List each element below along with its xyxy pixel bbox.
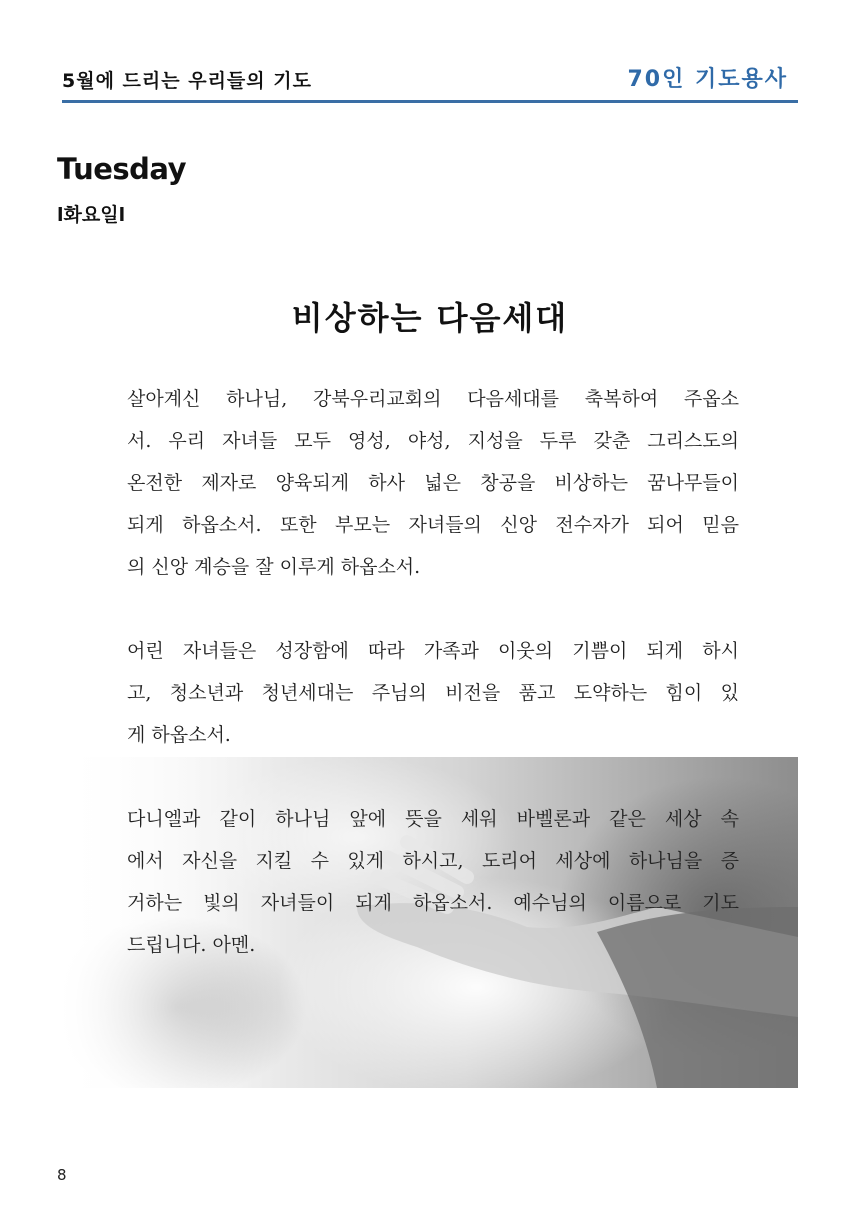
paragraph-2 [127,630,739,756]
page-number: 8 [57,1166,67,1184]
paragraph-line: 온전한 제자로 양육되게 하사 넓은 창공을 비상하는 꿈나무들이 [127,472,739,494]
paragraph-line: 고, 청소년과 청년세대는 주님의 비전을 품고 도약하는 힘이 있 [127,682,739,704]
prayer-title: 비상하는 다음세대 [291,299,569,337]
day-korean: l화요일l [57,204,126,226]
paragraph-line: 의 신앙 계승을 잘 이루게 하옵소서. [127,556,421,578]
paragraph-line: 살아계신 하나님, 강북우리교회의 다음세대를 축복하여 주옵소 [127,388,739,410]
header-series-title: 70인 기도용사 [627,67,788,92]
paragraph-line: 에서 자신을 지킬 수 있게 하시고, 도리어 세상에 하나님을 증 [127,850,739,872]
prayer-body [127,378,739,1008]
paragraph-line: 다니엘과 같이 하나님 앞에 뜻을 세워 바벨론과 같은 세상 속 [127,808,739,830]
paragraph-line: 게 하옵소서. [127,724,231,746]
page-header [62,56,798,103]
paragraph-line: 되게 하옵소서. 또한 부모는 자녀들의 신앙 전수자가 되어 믿음 [127,514,739,536]
paragraph-line: 드립니다. 아멘. [127,934,256,956]
paragraph-line: 어린 자녀들은 성장함에 따라 가족과 이웃의 기쁨이 되게 하시 [127,640,739,662]
day-english: Tuesday [57,152,187,186]
header-book-title: 5월에 드리는 우리들의 기도 [62,70,312,92]
paragraph-line: 거하는 빛의 자녀들이 되게 하옵소서. 예수님의 이름으로 기도 [127,892,739,914]
paragraph-3 [127,798,739,966]
paragraph-line: 서. 우리 자녀들 모두 영성, 야성, 지성을 두루 갖춘 그리스도의 [127,430,739,452]
paragraph-1 [127,378,739,588]
